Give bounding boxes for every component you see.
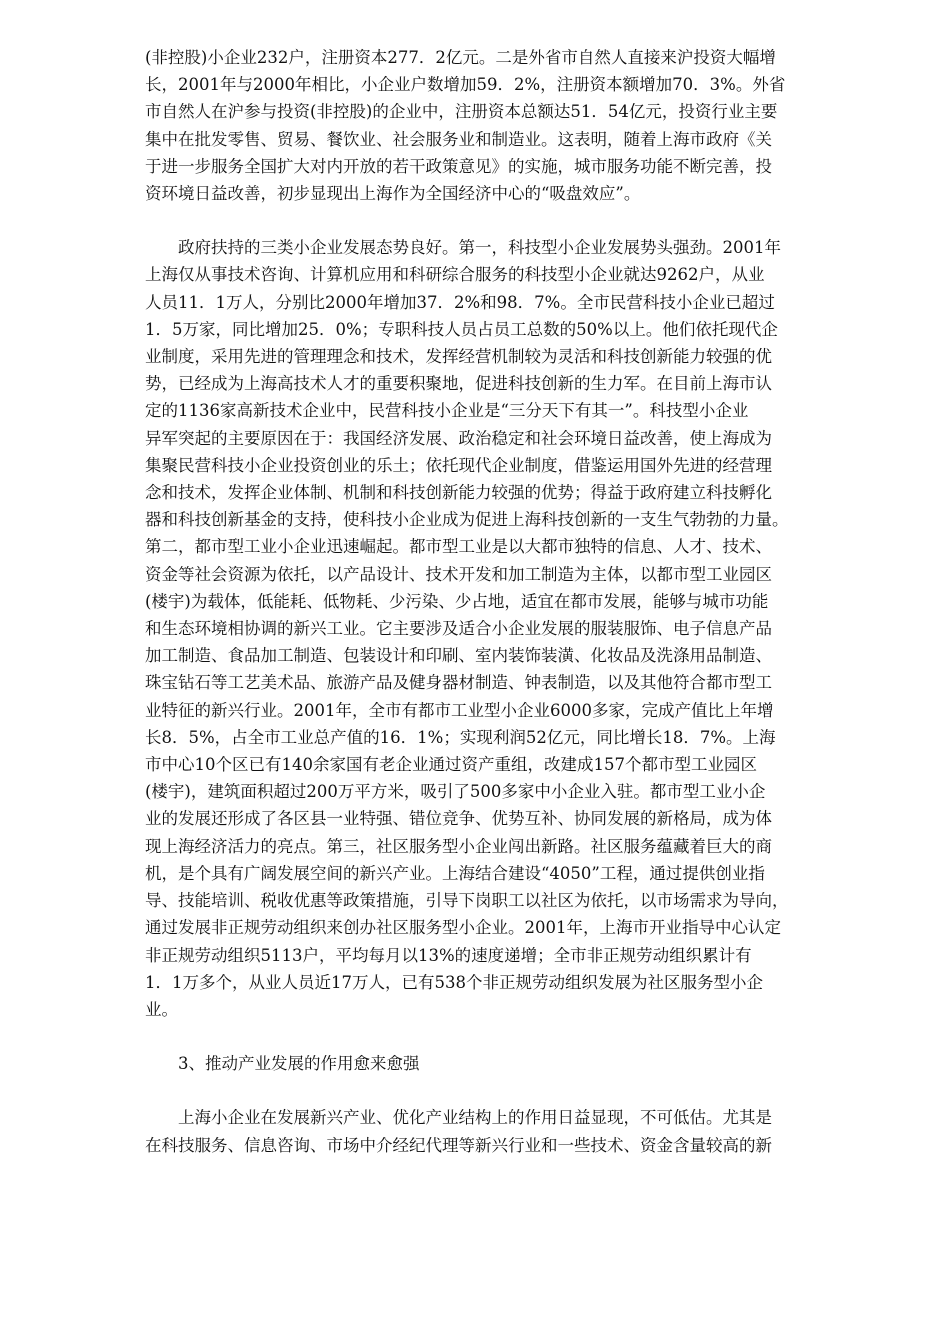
text-line: 异军突起的主要原因在于：我国经济发展、政治稳定和社会环境日益改善，使上海成为 — [145, 428, 772, 448]
text-line: 集聚民营科技小企业投资创业的乐土；依托现代企业制度，借鉴运用国外先进的经营理 — [145, 455, 772, 475]
text-line: 第二，都市型工业小企业迅速崛起。都市型工业是以大都市独特的信息、人才、技术、 — [145, 537, 772, 557]
heading-text: 3、推动产业发展的作用愈来愈强 — [145, 1054, 420, 1074]
text-line: 加工制造、食品加工制造、包装设计和印刷、室内装饰装潢、化妆品及洗涤用品制造、 — [145, 646, 772, 666]
text-line: 导、技能培训、税收优惠等政策措施，引导下岗职工以社区为依托，以市场需求为导向， — [145, 891, 789, 911]
text-line: 念和技术，发挥企业体制、机制和科技创新能力较强的优势；得益于政府建立科技孵化 — [145, 483, 772, 503]
text-line: 非正规劳动组织5113户，平均每月以13%的速度递增；全市非正规劳动组织累计有 — [145, 945, 752, 965]
text-line: (楼宇)，建筑面积超过200万平方米，吸引了500多家中小企业入驻。都市型工业小企 — [145, 782, 766, 802]
text-line: 于进一步服务全国扩大对内开放的若干政策意见》的实施，城市服务功能不断完善，投 — [145, 156, 772, 176]
text-line: 定的1136家高新技术企业中，民营科技小企业是“三分天下有其一”。科技型小企业 — [145, 401, 749, 421]
document-page — [145, 44, 880, 1159]
text-line: 珠宝钻石等工艺美术品、旅游产品及健身器材制造、钟表制造，以及其他符合都市型工 — [145, 673, 772, 693]
text-line: 市自然人在沪参与投资(非控股)的企业中，注册资本总额达51．54亿元，投资行业主要 — [145, 102, 778, 122]
text-line: 通过发展非正规劳动组织来创办社区服务型小企业。2001年，上海市开业指导中心认定 — [145, 918, 781, 938]
text-line: 在科技服务、信息咨询、市场中介经纪代理等新兴行业和一些技术、资金含量较高的新 — [145, 1135, 772, 1155]
text-line: (楼宇)为载体，低能耗、低物耗、少污染、少占地，适宜在都市发展，能够与城市功能 — [145, 591, 769, 611]
text-line: 上海小企业在发展新兴产业、优化产业结构上的作用日益显现，不可低估。尤其是 — [145, 1108, 772, 1128]
paragraph-industry-development — [145, 1104, 880, 1158]
text-line: 现上海经济活力的亮点。第三，社区服务型小企业闯出新路。社区服务蕴藏着巨大的商 — [145, 836, 772, 856]
text-line: 集中在批发零售、贸易、餐饮业、社会服务业和制造业。这表明，随着上海市政府《关 — [145, 129, 772, 149]
text-line: 势，已经成为上海高技术人才的重要积聚地，促进科技创新的生力军。在目前上海市认 — [145, 374, 772, 394]
text-line: 资环境日益改善，初步显现出上海作为全国经济中心的“吸盘效应”。 — [145, 184, 641, 204]
text-line: 资金等社会资源为依托，以产品设计、技术开发和加工制造为主体，以都市型工业园区 — [145, 564, 772, 584]
paragraph-spacer — [145, 207, 880, 234]
text-line: 器和科技创新基金的支持，使科技小企业成为促进上海科技创新的一支生气勃勃的力量。 — [145, 510, 789, 530]
text-line: 1．1万多个，从业人员近17万人，已有538个非正规劳动组织发展为社区服务型小企 — [145, 972, 763, 992]
text-line: 上海仅从事技术咨询、计算机应用和科研综合服务的科技型小企业就达9262户，从业 — [145, 265, 765, 285]
text-line: 市中心10个区已有140余家国有老企业通过资产重组，改建成157个都市型工业园区 — [145, 755, 757, 775]
text-line: 政府扶持的三类小企业发展态势良好。第一，科技型小企业发展势头强劲。2001年 — [145, 238, 781, 258]
paragraph-investment-growth — [145, 44, 880, 207]
paragraph-spacer — [145, 1023, 880, 1050]
text-line: 机，是个具有广阔发展空间的新兴产业。上海结合建设“4050”工程，通过提供创业指 — [145, 863, 765, 883]
text-line: 长8．5%，占全市工业总产值的16．1%；实现利润52亿元，同比增长18．7%。上海 — [145, 727, 776, 747]
text-line: 长，2001年与2000年相比，小企业户数增加59．2%，注册资本额增加70．3%。外省 — [145, 75, 786, 95]
text-line: 1．5万家，同比增加25．0%；专职科技人员占员工总数的50%以上。他们依托现代企 — [145, 319, 778, 339]
text-line: 业的发展还形成了各区县一业特强、错位竞争、优势互补、协同发展的新格局，成为体 — [145, 809, 772, 829]
section-heading — [145, 1050, 880, 1077]
text-line: 人员11．1万人，分别比2000年增加37．2%和98．7%。全市民营科技小企业已超过 — [145, 292, 775, 312]
text-line: 业。 — [145, 999, 178, 1019]
paragraph-spacer — [145, 1077, 880, 1104]
text-line: 业制度，采用先进的管理理念和技术，发挥经营机制较为灵活和科技创新能力较强的优 — [145, 347, 772, 367]
text-line: (非控股)小企业232户，注册资本277．2亿元。二是外省市自然人直接来沪投资大幅增 — [145, 48, 776, 67]
text-line: 业特征的新兴行业。2001年，全市有都市工业型小企业6000多家，完成产值比上年增 — [145, 700, 774, 720]
paragraph-three-types-small-enterprises — [145, 234, 880, 1023]
text-line: 和生态环境相协调的新兴工业。它主要涉及适合小企业发展的服装服饰、电子信息产品 — [145, 619, 772, 639]
